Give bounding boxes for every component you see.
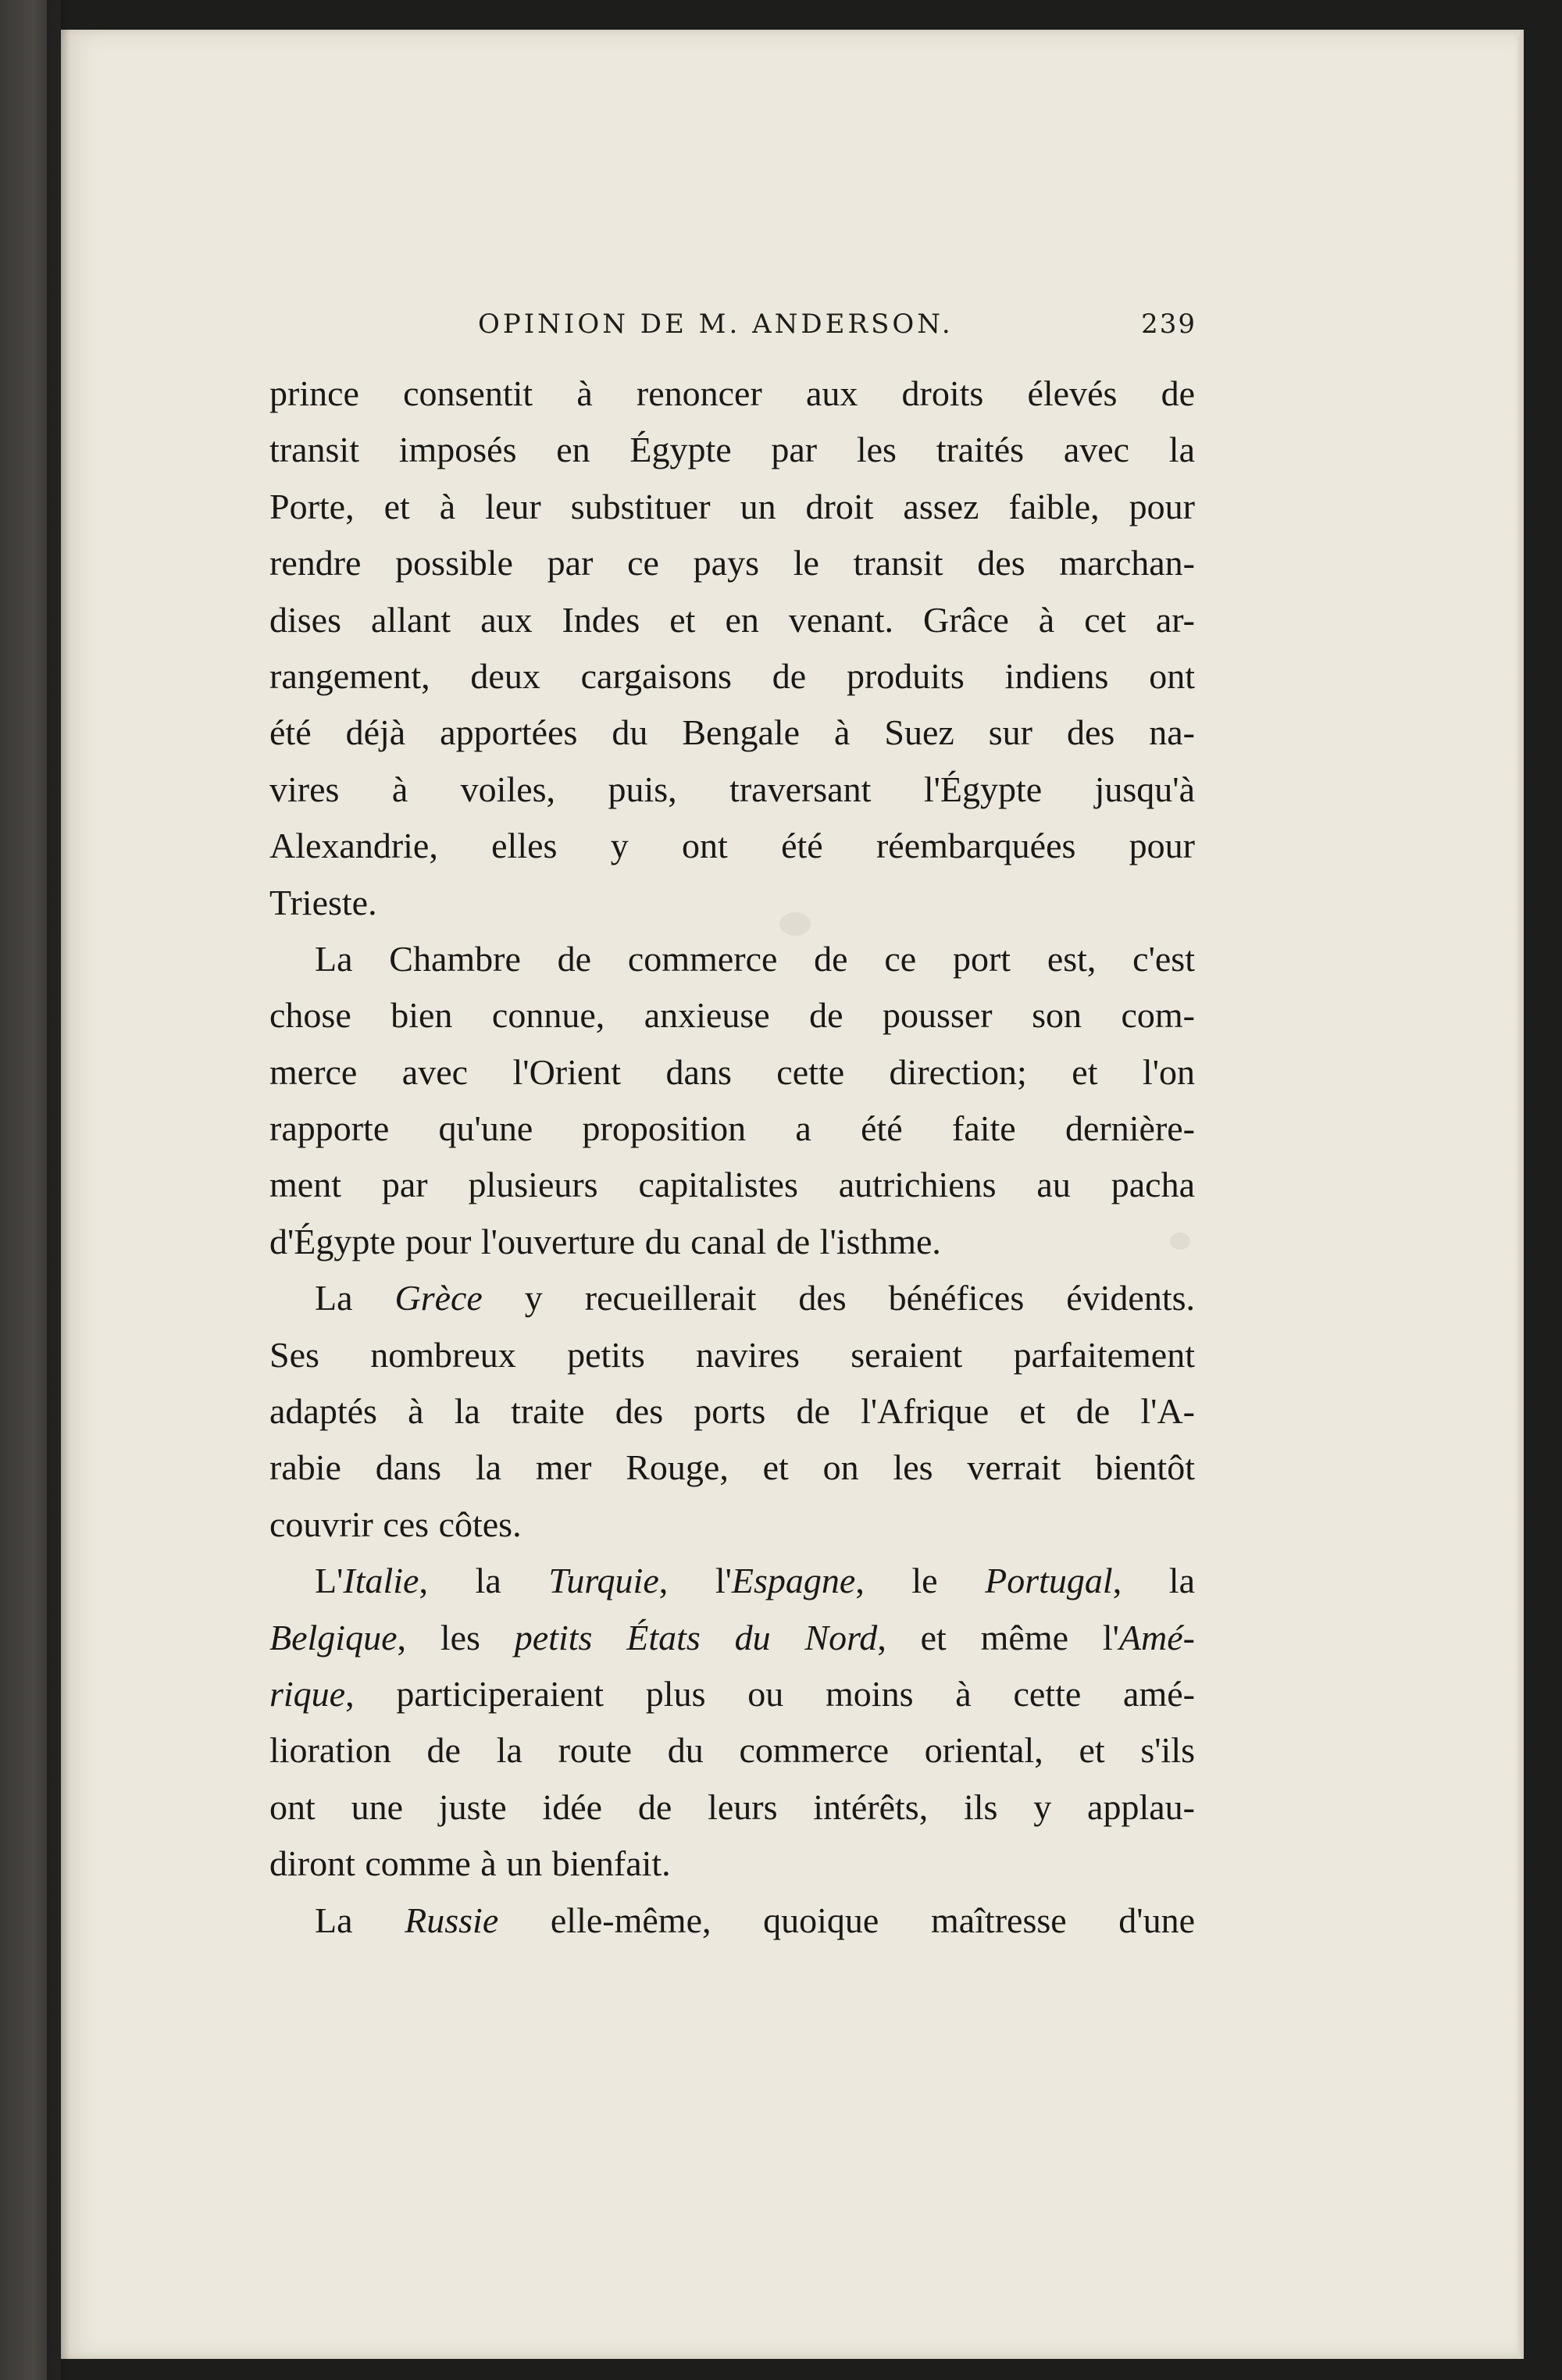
text-run: , la xyxy=(419,1561,549,1601)
italic-term-portugal: Portugal xyxy=(985,1561,1113,1601)
text-run: , et même l' xyxy=(877,1617,1119,1657)
text-line: dises allant aux Indes et en venant. Grâce à cet ar- xyxy=(269,599,1195,640)
text-line xyxy=(269,1553,1195,1609)
text-line: La Chambre de commerce de ce port est, c'est xyxy=(315,938,1195,979)
text-run: , le xyxy=(855,1561,986,1601)
binding-shadow xyxy=(47,0,70,2380)
text-line: chose bien connue, anxieuse de pousser son com- xyxy=(269,995,1195,1036)
italic-term-russie: Russie xyxy=(405,1900,499,1940)
text-run: , participeraient plus ou moins à cette amé- xyxy=(345,1673,1195,1714)
text-line: rangement, deux cargaisons de produits indiens ont xyxy=(269,655,1195,696)
text-line: couvrir ces côtes. xyxy=(269,1504,522,1544)
italic-term-grece: Grèce xyxy=(394,1278,483,1318)
text-run: La xyxy=(315,1900,405,1940)
italic-term-etats-du-nord: petits États du Nord xyxy=(514,1617,878,1657)
italic-term-espagne: Espagne xyxy=(731,1561,856,1601)
text-line: lioration de la route du commerce oriental, et s'ils xyxy=(269,1730,1195,1771)
italic-term-amerique: Amé- xyxy=(1118,1617,1195,1657)
italic-term-turquie: Turquie xyxy=(548,1561,659,1601)
text-run: elle-même, quoique maîtresse d'une xyxy=(498,1900,1196,1940)
text-line: merce avec l'Orient dans cette direction; et l'on xyxy=(269,1051,1195,1092)
text-line: Alexandrie, elles y ont été réembarquées pour xyxy=(269,826,1195,866)
text-line: été déjà apportées du Bengale à Suez sur des na- xyxy=(269,712,1195,753)
text-line xyxy=(269,1666,1195,1722)
text-run: , les xyxy=(397,1617,515,1657)
text-run: La xyxy=(315,1278,395,1318)
text-line: rendre possible par ce pays le transit des marchan- xyxy=(269,543,1195,583)
text-line: diront comme à un bienfait. xyxy=(269,1843,671,1884)
text-line: transit imposés en Égypte par les traités avec la xyxy=(269,430,1195,470)
page-number: 239 xyxy=(1141,309,1196,340)
text-run: y recueillerait des bénéfices évidents. xyxy=(482,1278,1196,1318)
italic-term-italie: Italie xyxy=(343,1561,419,1601)
italic-term-belgique: Belgique xyxy=(269,1617,398,1657)
text-line: d'Égypte pour l'ouverture du canal de l'isthme. xyxy=(269,1221,941,1261)
text-line: rabie dans la mer Rouge, et on les verrait bientôt xyxy=(269,1447,1195,1488)
text-run: L' xyxy=(315,1561,344,1601)
body-text xyxy=(269,366,1195,1949)
page-edge xyxy=(1517,30,1524,2359)
text-line: rapporte qu'une proposition a été faite dernière- xyxy=(269,1108,1195,1149)
running-head: OPINION DE M. ANDERSON. xyxy=(478,309,954,340)
text-run: , la xyxy=(1112,1561,1195,1601)
text-line: Trieste. xyxy=(269,882,377,922)
text-line: adaptés à la traite des ports de l'Afrique et de l'A- xyxy=(269,1391,1195,1432)
text-run: , l' xyxy=(658,1561,732,1601)
text-line: ont une juste idée de leurs intérêts, ils y applau- xyxy=(269,1786,1195,1827)
italic-term-rique: rique xyxy=(269,1673,346,1714)
text-line: ment par plusieurs capitalistes autrichiens au pacha xyxy=(269,1165,1195,1205)
text-line xyxy=(269,1270,1195,1326)
text-line xyxy=(269,1610,1195,1666)
text-line: prince consentit à renoncer aux droits élevés de xyxy=(269,373,1195,413)
text-line xyxy=(269,1893,1195,1949)
text-line: Porte, et à leur substituer un droit assez faible, pour xyxy=(269,486,1195,526)
text-line: vires à voiles, puis, traversant l'Égypte jusqu'à xyxy=(269,769,1195,809)
text-line: Ses nombreux petits navires seraient parfaitement xyxy=(269,1334,1195,1375)
page-header xyxy=(478,306,1196,345)
